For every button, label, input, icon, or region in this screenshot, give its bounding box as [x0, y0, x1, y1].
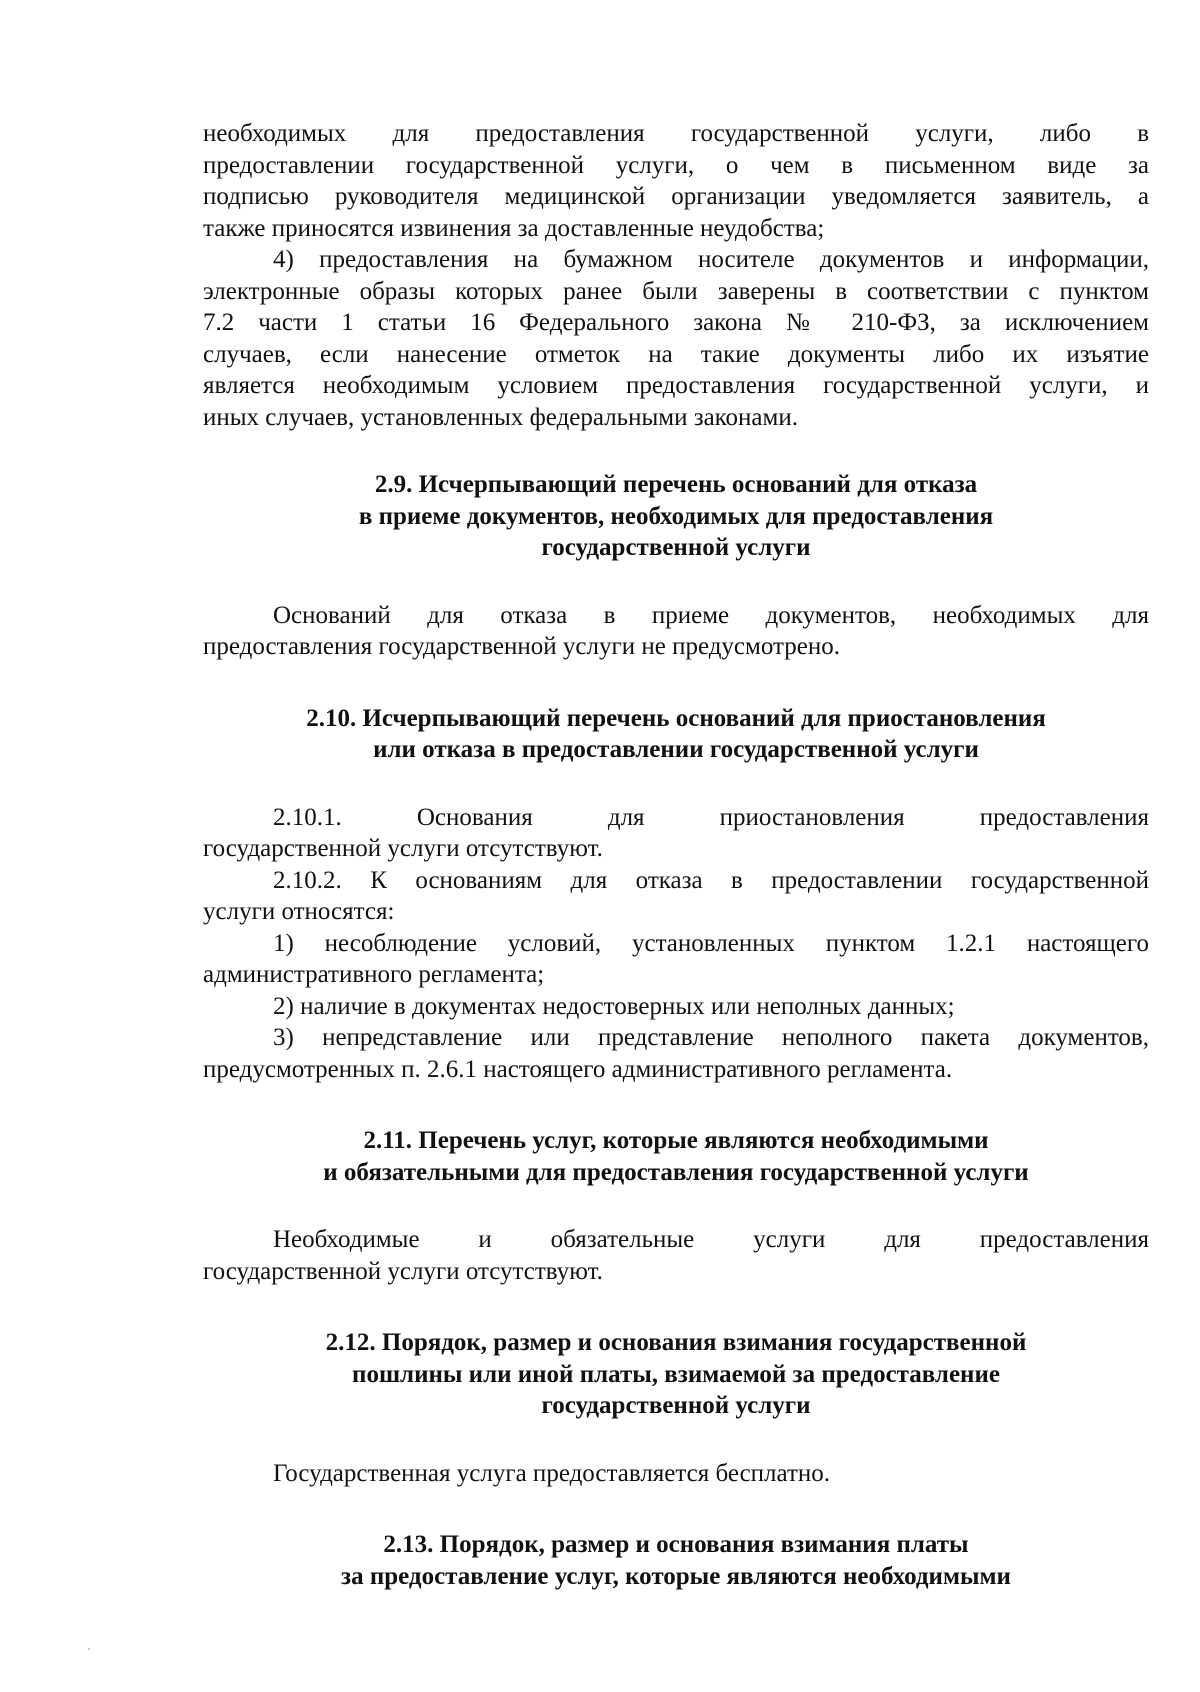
text-line: государственной услуги отсутствуют. — [203, 1257, 603, 1285]
section-2-13 — [203, 1529, 1149, 1592]
text-line: необходимых для предоставления государственной услуги, либо в — [203, 120, 1149, 147]
text-line: является необходимым условием предоставления государственной услуги, и — [203, 372, 1149, 399]
text-line: иных случаев, установленных федеральными законами. — [203, 403, 798, 431]
paragraph-block-top — [203, 118, 1149, 433]
text-line: услуги относятся: — [203, 898, 395, 925]
section-heading: пошлины или иной платы, взимаемой за предоставление — [352, 1360, 1000, 1388]
section-2-9 — [203, 469, 1149, 663]
text-line: предоставления государственной услуги не предусмотрено. — [203, 633, 840, 660]
section-heading: за предоставление услуг, которые являются необходимыми — [341, 1562, 1011, 1590]
text-line: Необходимые и обязательные услуги для предоставления — [273, 1226, 1149, 1253]
document-page — [203, 118, 1149, 1592]
text-line: 2.10.2. К основаниям для отказа в предоставлении государственной — [273, 866, 1149, 894]
text-line: предусмотренных п. 2.6.1 настоящего административного регламента. — [203, 1055, 953, 1083]
text-line: 2) наличие в документах недостоверных или неполных данных; — [273, 992, 955, 1020]
section-heading: и обязательными для предоставления государственной услуги — [323, 1158, 1029, 1186]
text-line: государственной услуги отсутствуют. — [203, 835, 603, 862]
text-line: случаев, если нанесение отметок на такие документы либо их изъятие — [203, 340, 1149, 368]
text-line: 2.10.1. Основания для приостановления предоставления — [273, 803, 1149, 831]
section-heading: 2.13. Порядок, размер и основания взимания платы — [383, 1531, 969, 1558]
text-line: электронные образы которых ранее были заверены в соответствии с пунктом — [203, 277, 1149, 305]
section-heading: в приеме документов, необходимых для предоставления — [358, 502, 994, 530]
text-line: Государственная услуга предоставляется бесплатно. — [273, 1459, 831, 1487]
section-heading: 2.10. Исчерпывающий перечень оснований для приостановления — [306, 704, 1046, 732]
text-line: также приносятся извинения за доставленные неудобства; — [203, 214, 825, 242]
text-line: подписью руководителя медицинской организации уведомляется заявитель, а — [203, 183, 1149, 210]
section-2-11 — [203, 1125, 1149, 1287]
section-heading: государственной услуги — [541, 534, 811, 561]
text-line: 3) непредставление или представление неполного пакета документов, — [273, 1024, 1149, 1051]
text-line: административного регламента; — [203, 961, 545, 988]
scan-speck — [88, 1648, 90, 1650]
section-heading: 2.12. Порядок, размер и основания взимания государственной — [325, 1329, 1027, 1356]
section-heading: государственной услуги — [541, 1392, 811, 1419]
text-line: Оснований для отказа в приеме документов, необходимых для — [273, 601, 1149, 629]
text-line: 4) предоставления на бумажном носителе документов и информации, — [273, 246, 1149, 273]
text-line: 1) несоблюдение условий, установленных пунктом 1.2.1 настоящего — [273, 929, 1149, 957]
section-heading: 2.9. Исчерпывающий перечень оснований для отказа — [374, 471, 978, 498]
section-2-10 — [203, 703, 1149, 1086]
section-heading: или отказа в предоставлении государственной услуги — [373, 736, 979, 763]
section-heading: 2.11. Перечень услуг, которые являются необходимыми — [363, 1127, 989, 1154]
text-line: предоставлении государственной услуги, о чем в письменном виде за — [203, 151, 1149, 179]
section-2-12 — [203, 1327, 1149, 1489]
text-line: 7.2 части 1 статьи 16 Федерального закона № 210-ФЗ, за исключением — [203, 309, 1149, 336]
